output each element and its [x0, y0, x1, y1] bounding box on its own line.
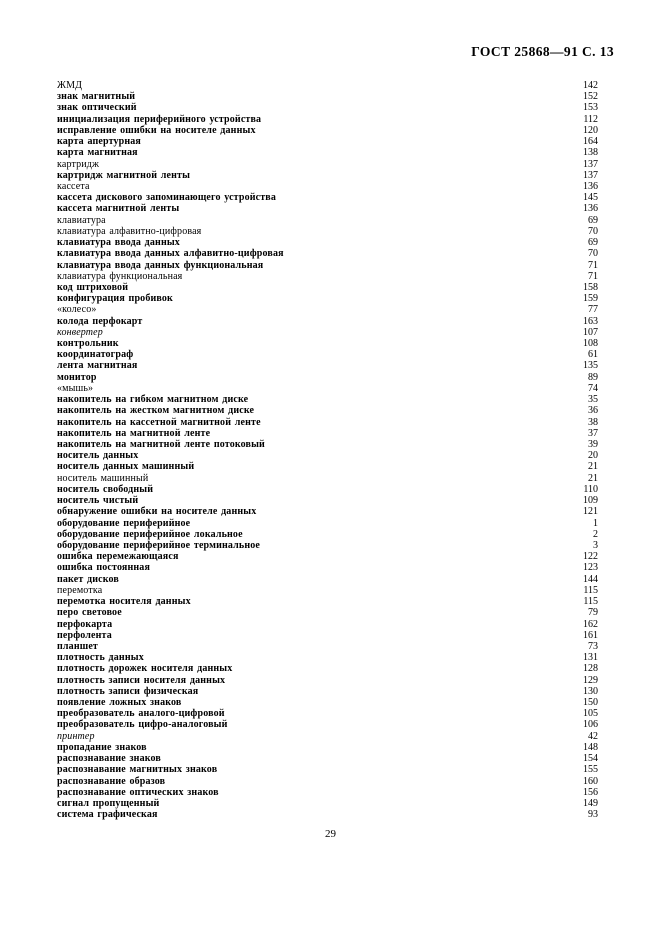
- index-entry-row: [57, 316, 598, 327]
- index-term: носитель данных: [57, 450, 139, 462]
- index-term: появление ложных знаков: [57, 697, 182, 709]
- index-term-page-ref: 137: [583, 169, 598, 181]
- index-entry-row: [57, 776, 598, 787]
- index-term: преобразователь цифро-аналоговый: [57, 719, 228, 731]
- index-term-page-ref: 158: [583, 281, 598, 293]
- index-entry-row: [57, 338, 598, 349]
- index-entry-row: [57, 719, 598, 730]
- index-term-page-ref: 36: [588, 405, 598, 417]
- index-term: «колесо»: [57, 304, 97, 316]
- index-term: лента магнитная: [57, 360, 138, 372]
- index-term: ЖМД: [57, 80, 83, 91]
- index-entry-row: [57, 203, 598, 214]
- index-entry-row: [57, 551, 598, 562]
- index-term: ошибка постоянная: [57, 562, 150, 574]
- index-term-page-ref: 131: [583, 652, 598, 664]
- index-entry-row: [57, 562, 598, 573]
- index-entry-row: [57, 136, 598, 147]
- index-entry-row: [57, 383, 598, 394]
- index-term-page-ref: 3: [593, 539, 598, 551]
- index-term-page-ref: 74: [588, 382, 598, 394]
- index-entry-row: [57, 192, 598, 203]
- index-term: распознавание знаков: [57, 753, 161, 765]
- index-term-page-ref: 70: [588, 225, 598, 237]
- index-term: обнаружение ошибки на носителе данных: [57, 506, 257, 518]
- index-term: исправление ошибки на носителе данных: [57, 124, 256, 136]
- index-term-page-ref: 70: [588, 248, 598, 260]
- index-term: пакет дисков: [57, 573, 119, 585]
- index-entry-row: [57, 405, 598, 416]
- index-term-page-ref: 138: [583, 147, 598, 159]
- index-term: перемотка носителя данных: [57, 596, 191, 608]
- index-term: знак магнитный: [57, 91, 136, 103]
- index-term-page-ref: 69: [588, 214, 598, 226]
- index-term-page-ref: 77: [588, 304, 598, 316]
- index-entry-row: [57, 461, 598, 472]
- index-term-page-ref: 37: [588, 427, 598, 439]
- index-term: клавиатура ввода данных функциональная: [57, 259, 264, 271]
- index-term: клавиатура ввода данных алфавитно-цифровая: [57, 248, 284, 260]
- index-term-page-ref: 106: [583, 719, 598, 731]
- index-term-page-ref: 108: [583, 338, 598, 350]
- index-term-page-ref: 130: [583, 685, 598, 697]
- index-entry-row: [57, 731, 598, 742]
- index-term-page-ref: 159: [583, 293, 598, 305]
- index-term: клавиатура функциональная: [57, 270, 183, 282]
- index-term-page-ref: 120: [583, 124, 598, 136]
- index-entry-row: [57, 686, 598, 697]
- index-term: оборудование периферийное локальное: [57, 528, 243, 540]
- index-term-page-ref: 153: [583, 102, 598, 114]
- index-term-page-ref: 129: [583, 674, 598, 686]
- index-term: картридж магнитной ленты: [57, 169, 191, 181]
- index-term-page-ref: 164: [583, 136, 598, 148]
- index-term: сигнал пропущенный: [57, 798, 160, 809]
- index-term-page-ref: 105: [583, 708, 598, 720]
- index-entry-row: [57, 585, 598, 596]
- index-term-page-ref: 161: [583, 629, 598, 641]
- index-entry-row: [57, 764, 598, 775]
- index-entry-row: [57, 125, 598, 136]
- index-term-page-ref: 152: [583, 91, 598, 103]
- index-term-page-ref: 109: [583, 495, 598, 507]
- index-entry-row: [57, 439, 598, 450]
- index-term-page-ref: 107: [583, 326, 598, 338]
- index-entry-row: [57, 495, 598, 506]
- index-term-page-ref: 163: [583, 315, 598, 327]
- index-term-page-ref: 89: [588, 371, 598, 383]
- index-term: накопитель на жестком магнитном диске: [57, 405, 255, 417]
- index-term-page-ref: 61: [588, 349, 598, 361]
- index-term: планшет: [57, 640, 98, 652]
- index-entry-row: [57, 574, 598, 585]
- index-term-page-ref: 21: [588, 461, 598, 473]
- index-term-page-ref: 123: [583, 562, 598, 574]
- index-entry-row: [57, 798, 598, 809]
- index-entry-row: [57, 506, 598, 517]
- document-header-title: ГОСТ 25868—91 С. 13: [471, 44, 614, 59]
- index-term-page-ref: 136: [583, 180, 598, 192]
- index-term: плотность записи носителя данных: [57, 674, 226, 686]
- index-entry-row: [57, 484, 598, 495]
- index-term-page-ref: 121: [583, 506, 598, 518]
- index-entry-row: [57, 394, 598, 405]
- index-term-page-ref: 69: [588, 237, 598, 249]
- index-term: накопитель на магнитной ленте: [57, 427, 211, 439]
- index-entry-row: [57, 663, 598, 674]
- index-term: «мышь»: [57, 382, 94, 394]
- index-term: плотность записи физическая: [57, 685, 199, 697]
- index-term: оборудование периферийное терминальное: [57, 539, 260, 551]
- index-entry-row: [57, 248, 598, 259]
- index-term-page-ref: 155: [583, 764, 598, 776]
- index-entry-row: [57, 114, 598, 125]
- index-term-page-ref: 162: [583, 618, 598, 630]
- index-term: инициализация периферийного устройства: [57, 113, 262, 125]
- index-term: распознавание образов: [57, 775, 166, 787]
- index-term: клавиатура: [57, 214, 106, 226]
- index-entry-row: [57, 237, 598, 248]
- index-term-page-ref: 149: [583, 798, 598, 809]
- index-term: плотность данных: [57, 652, 144, 664]
- index-term-page-ref: 1: [593, 517, 598, 529]
- index-term: перфолента: [57, 629, 112, 641]
- index-term: картридж: [57, 158, 100, 170]
- index-entry-row: [57, 147, 598, 158]
- index-entry-row: [57, 675, 598, 686]
- index-term: носитель машинный: [57, 472, 149, 484]
- index-term: преобразователь аналого-цифровой: [57, 708, 225, 720]
- index-term: кассета дискового запоминающего устройства: [57, 192, 276, 204]
- index-term-page-ref: 148: [583, 741, 598, 753]
- index-entry-row: [57, 652, 598, 663]
- index-entry-row: [57, 372, 598, 383]
- index-term-page-ref: 79: [588, 607, 598, 619]
- index-term: накопитель на гибком магнитном диске: [57, 394, 249, 406]
- index-term: код штриховой: [57, 281, 129, 293]
- index-entry-row: [57, 260, 598, 271]
- index-term: конфигурация пробивок: [57, 293, 173, 305]
- index-entry-row: [57, 787, 598, 798]
- index-term-page-ref: 154: [583, 753, 598, 765]
- index-entry-row: [57, 360, 598, 371]
- index-term: оборудование периферийное: [57, 517, 191, 529]
- index-term-page-ref: 38: [588, 416, 598, 428]
- index-entry-row: [57, 91, 598, 102]
- index-entry-row: [57, 809, 598, 820]
- index-term-page-ref: 112: [583, 113, 598, 125]
- index-entry-row: [57, 753, 598, 764]
- index-term-page-ref: 93: [588, 809, 598, 821]
- index-entry-row: [57, 80, 598, 91]
- index-entry-row: [57, 708, 598, 719]
- index-term: плотность дорожек носителя данных: [57, 663, 233, 675]
- index-term: пропадание знаков: [57, 741, 147, 753]
- index-entry-row: [57, 619, 598, 630]
- index-entry-row: [57, 417, 598, 428]
- index-entry-row: [57, 215, 598, 226]
- page-number: 29: [325, 828, 336, 840]
- index-term-page-ref: 136: [583, 203, 598, 215]
- index-term: знак оптический: [57, 102, 137, 114]
- index-entry-row: [57, 518, 598, 529]
- index-term-page-ref: 35: [588, 394, 598, 406]
- index-term-page-ref: 145: [583, 192, 598, 204]
- index-term-page-ref: 110: [583, 483, 598, 495]
- index-entry-row: [57, 181, 598, 192]
- index-term: клавиатура алфавитно-цифровая: [57, 225, 202, 237]
- index-term: клавиатура ввода данных: [57, 237, 180, 249]
- index-term: принтер: [57, 730, 95, 742]
- index-entry-row: [57, 697, 598, 708]
- index-entry-row: [57, 293, 598, 304]
- index-entry-row: [57, 102, 598, 113]
- index-term-page-ref: 135: [583, 360, 598, 372]
- index-entry-row: [57, 450, 598, 461]
- index-term-page-ref: 142: [583, 80, 598, 91]
- index-term-page-ref: 20: [588, 450, 598, 462]
- index-term: кассета: [57, 180, 90, 192]
- index-entry-row: [57, 742, 598, 753]
- index-entry-row: [57, 282, 598, 293]
- index-term-page-ref: 39: [588, 439, 598, 450]
- index-term-page-ref: 137: [583, 158, 598, 170]
- index-term-page-ref: 144: [583, 573, 598, 585]
- index-term: носитель данных машинный: [57, 461, 195, 473]
- index-term-page-ref: 122: [583, 551, 598, 563]
- index-term-page-ref: 128: [583, 663, 598, 675]
- index-term: перфокарта: [57, 618, 113, 630]
- index-entry-row: [57, 349, 598, 360]
- index-entry-row: [57, 641, 598, 652]
- index-term-page-ref: 21: [588, 472, 598, 484]
- index-term: носитель чистый: [57, 495, 139, 507]
- index-term: распознавание оптических знаков: [57, 786, 219, 798]
- index-list: [57, 80, 598, 820]
- index-entry-row: [57, 226, 598, 237]
- index-term: система графическая: [57, 809, 158, 821]
- index-entry-row: [57, 607, 598, 618]
- index-term: координатограф: [57, 349, 134, 361]
- index-term: ошибка перемежающаяся: [57, 551, 179, 563]
- index-term: распознавание магнитных знаков: [57, 764, 218, 776]
- index-entry-row: [57, 529, 598, 540]
- index-term-page-ref: 160: [583, 775, 598, 787]
- index-term-page-ref: 2: [593, 528, 598, 540]
- index-term: колода перфокарт: [57, 315, 143, 327]
- index-term: карта магнитная: [57, 147, 138, 159]
- index-term-page-ref: 150: [583, 697, 598, 709]
- index-term: перо световое: [57, 607, 122, 619]
- index-term-page-ref: 71: [588, 270, 598, 282]
- index-term-page-ref: 73: [588, 640, 598, 652]
- index-term-page-ref: 156: [583, 786, 598, 798]
- index-term-page-ref: 42: [588, 730, 598, 742]
- index-term-page-ref: 71: [588, 259, 598, 271]
- index-term: монитор: [57, 371, 97, 383]
- index-entry-row: [57, 327, 598, 338]
- index-entry-row: [57, 271, 598, 282]
- index-entry-row: [57, 630, 598, 641]
- index-term: накопитель на магнитной ленте потоковый: [57, 439, 265, 450]
- index-term: перемотка: [57, 584, 103, 596]
- index-term: носитель свободный: [57, 483, 154, 495]
- index-entry-row: [57, 473, 598, 484]
- index-term: контрольник: [57, 338, 119, 350]
- index-entry-row: [57, 170, 598, 181]
- index-entry-row: [57, 304, 598, 315]
- index-term: кассета магнитной ленты: [57, 203, 180, 215]
- index-entry-row: [57, 159, 598, 170]
- index-term-page-ref: 115: [583, 584, 598, 596]
- index-term: карта апертурная: [57, 136, 141, 148]
- index-entry-row: [57, 596, 598, 607]
- index-term: накопитель на кассетной магнитной ленте: [57, 416, 261, 428]
- index-entry-row: [57, 428, 598, 439]
- index-term-page-ref: 115: [583, 596, 598, 608]
- index-entry-row: [57, 540, 598, 551]
- index-term: конвертер: [57, 326, 103, 338]
